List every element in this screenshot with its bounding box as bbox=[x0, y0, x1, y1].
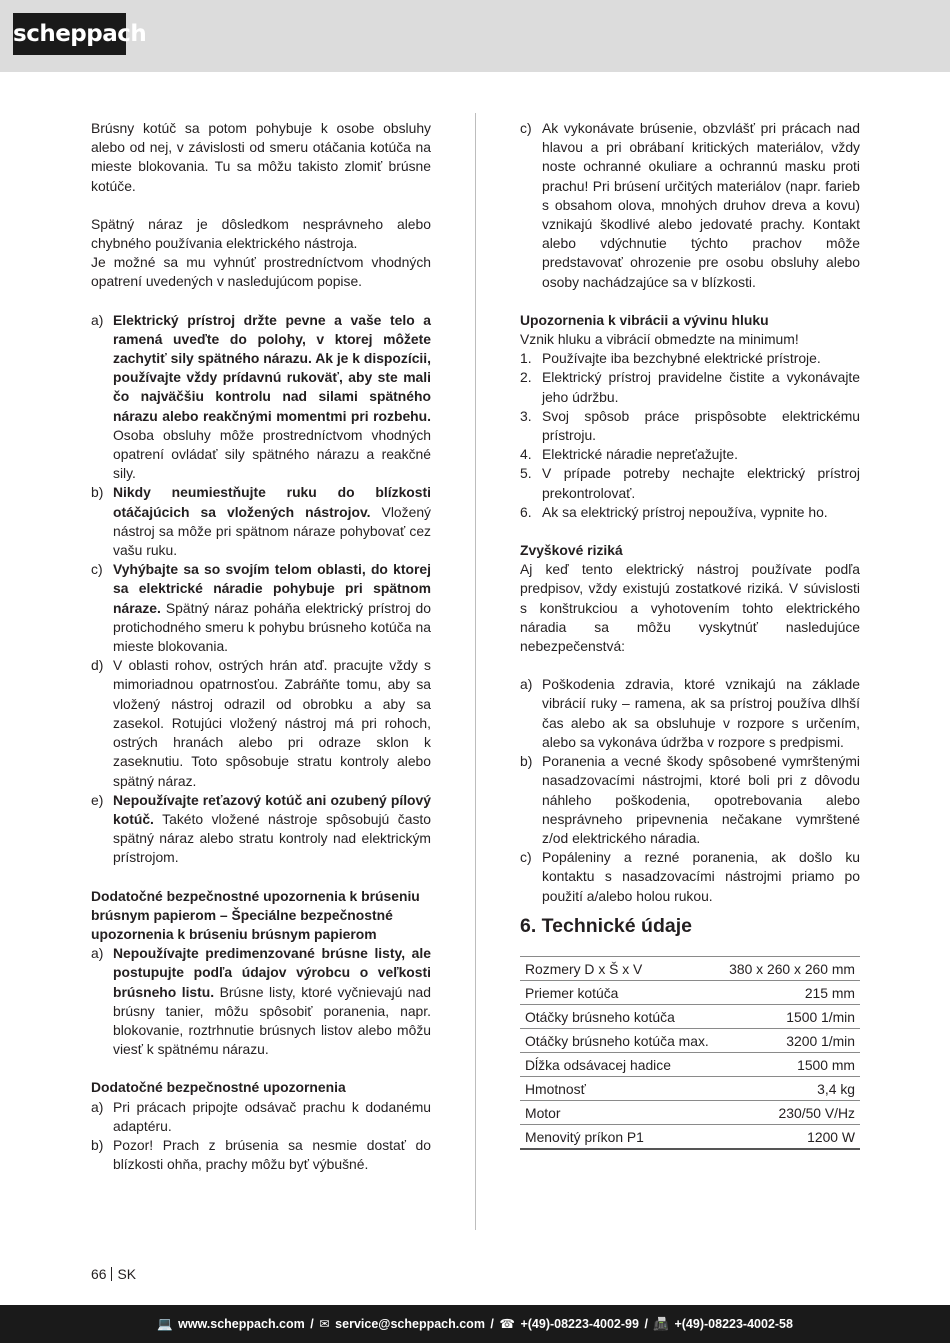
list-body-text: Pri prácach pripojte odsávač prachu k dodanému adaptéru. bbox=[113, 1098, 431, 1134]
list-item bbox=[91, 656, 431, 790]
phone-number[interactable]: +(49)-08223-4002-99 bbox=[520, 1317, 639, 1331]
spec-label: Rozmery D x Š x V bbox=[520, 956, 720, 980]
mail-icon: ✉ bbox=[319, 1317, 330, 1331]
vibration-list bbox=[520, 349, 860, 522]
list-item bbox=[520, 119, 860, 292]
list-text bbox=[113, 656, 431, 790]
page-header bbox=[0, 0, 950, 72]
email-link[interactable]: service@scheppach.com bbox=[335, 1317, 485, 1331]
list-marker: 1. bbox=[520, 350, 532, 367]
list-bold-text: Vyhýbajte sa so svojím telom oblasti, do ktorej sa elektrické náradie pohybuje pri spätnom náraze. bbox=[113, 561, 431, 616]
table-row bbox=[520, 956, 860, 980]
list-text bbox=[542, 349, 860, 368]
fax-icon: 📠 bbox=[653, 1317, 669, 1331]
list-text bbox=[542, 445, 860, 464]
list-marker: b) bbox=[91, 484, 104, 501]
footer-separator: / bbox=[644, 1317, 648, 1331]
spec-label: Hmotnosť bbox=[520, 1076, 720, 1100]
table-row bbox=[520, 980, 860, 1004]
computer-icon: 💻 bbox=[157, 1317, 173, 1331]
list-marker: c) bbox=[520, 849, 532, 866]
list-marker: 2. bbox=[520, 369, 532, 386]
list-marker: 3. bbox=[520, 407, 532, 424]
list-body-text: V prípade potreby nechajte elektrický prístroj prekontrolovať. bbox=[542, 465, 860, 501]
list-body-text: Poranenia a vecné škody spôsobené vymrštenými nasadzovacími nástrojmi, ktoré boli pri z dôvodu náhleho poškodenia, opotrebovania alebo nesprávneho pripevnenia nečakane vymrštené z/od elektrického náradia. bbox=[542, 753, 860, 846]
list-marker: 5. bbox=[520, 465, 532, 482]
sanding-paper-list bbox=[91, 944, 431, 1059]
list-text bbox=[113, 944, 431, 1059]
spec-value: 1200 W bbox=[720, 1124, 860, 1149]
list-item bbox=[520, 848, 860, 906]
list-marker: c) bbox=[520, 120, 532, 136]
section-title: 6. Technické údaje bbox=[520, 914, 692, 937]
kickback-cause-paragraph: Spätný náraz je dôsledkom nesprávneho alebo chybného používania elektrického nástroja. bbox=[91, 215, 431, 252]
list-text: Ak vykonávate brúsenie, obzvlášť pri prácach nad hlavou a pri obrábaní kritických materiálov, vždy noste ochranné okuliare a ochrannú masku proti prachu! Pri brúsení určitých materiálov (napr. farieb s obsahom olova, mnohých druhov dreva a kovu) vznikajú škodlivé alebo jedovaté prachy. Kontakt alebo vdýchnutie týchto prachov môže predstavovať ohrozenie pre osobu obsluhy alebo osoby nachádzajúce sa v blízkosti. bbox=[542, 120, 860, 290]
list-marker: b) bbox=[91, 1136, 104, 1153]
footer-separator: / bbox=[310, 1317, 314, 1331]
list-marker: 4. bbox=[520, 446, 532, 463]
list-item bbox=[91, 560, 431, 656]
footer-separator: / bbox=[490, 1317, 494, 1331]
list-item bbox=[91, 944, 431, 1059]
spec-label: Priemer kotúča bbox=[520, 980, 720, 1004]
list-marker: a) bbox=[520, 676, 533, 693]
list-bold-text: Nepoužívajte reťazový kotúč ani ozubený pílový kotúč. bbox=[113, 791, 431, 827]
column-divider bbox=[475, 113, 476, 1230]
list-item bbox=[520, 464, 860, 502]
list-bold-text: Elektrický prístroj držte pevne a vaše telo a ramená uveďte do polohy, v ktorej môžete zachytiť sily spätného nárazu. Ak je k dispozícii, používajte vždy prídavnú rukoväť, aby ste mali čo najväčšiu kontrolu nad silami spätného nárazu alebo reakčnými momentmi pri rozbehu. bbox=[113, 311, 431, 424]
list-body-text: Osoba obsluhy môže prostredníctvom vhodných opatrení ovládať sily spätného nárazu a reakčné sily. bbox=[113, 426, 431, 482]
kickback-safety-list bbox=[91, 311, 431, 868]
list-item bbox=[91, 1098, 431, 1136]
list-text bbox=[113, 1098, 431, 1136]
spec-value: 3200 1/min bbox=[720, 1028, 860, 1052]
website-link[interactable]: www.scheppach.com bbox=[178, 1317, 305, 1331]
vibration-intro: Vznik hluku a vibrácií obmedzte na minimum! bbox=[520, 331, 799, 348]
page-number-value: 66 bbox=[91, 1266, 107, 1282]
list-marker: a) bbox=[91, 1098, 104, 1115]
table-row bbox=[520, 1004, 860, 1028]
list-marker: e) bbox=[91, 791, 104, 808]
list-marker: a) bbox=[91, 945, 104, 962]
list-marker: b) bbox=[520, 753, 533, 770]
list-body-text: Pozor! Prach z brúsenia sa nesmie dostať do blízkosti ohňa, prachy môžu byť výbušné. bbox=[113, 1136, 431, 1173]
page-number bbox=[91, 1265, 136, 1283]
list-body-text: Používajte iba bezchybné elektrické prístroje. bbox=[542, 350, 821, 367]
list-item bbox=[520, 675, 860, 752]
list-text bbox=[113, 1136, 431, 1174]
list-marker: c) bbox=[91, 561, 103, 578]
spec-label: Menovitý príkon P1 bbox=[520, 1124, 720, 1149]
list-item bbox=[91, 791, 431, 868]
vibration-heading: Upozornenia k vibrácii a vývinu hluku bbox=[520, 311, 769, 328]
list-body-text: Ak sa elektrický prístroj nepoužíva, vypnite ho. bbox=[542, 503, 828, 520]
list-item bbox=[520, 503, 860, 522]
spec-label: Otáčky brúsneho kotúča bbox=[520, 1004, 720, 1028]
list-body-text: Takéto vložené nástroje spôsobujú často spätný náraz alebo stratu kontroly nad elektrickým prístrojom. bbox=[113, 810, 431, 866]
list-text bbox=[113, 791, 431, 868]
list-item bbox=[520, 349, 860, 368]
phone-icon: ☎ bbox=[499, 1317, 515, 1331]
technical-data-table bbox=[520, 956, 860, 1150]
list-item bbox=[520, 752, 860, 848]
page-language: SK bbox=[117, 1266, 136, 1282]
list-item bbox=[91, 483, 431, 560]
spec-value: 215 mm bbox=[720, 980, 860, 1004]
list-item bbox=[520, 445, 860, 464]
list-text bbox=[542, 464, 860, 502]
list-item bbox=[91, 1136, 431, 1174]
scheppach-logo: scheppach bbox=[13, 13, 126, 55]
list-text bbox=[542, 848, 860, 906]
table-row bbox=[520, 1124, 860, 1149]
list-body-text: Elektrické náradie nepreťažujte. bbox=[542, 446, 738, 463]
residual-risks-heading: Zvyškové riziká bbox=[520, 542, 623, 559]
table-row bbox=[520, 1100, 860, 1124]
list-body-text: Brúsne listy, ktoré vyčnievajú nad brúsny tanier, môžu spôsobiť poranenia, napr. blokovanie, roztrhnutie brúsnych listov alebo môžu viesť k spätnému nárazu. bbox=[113, 983, 431, 1058]
list-body-text: Elektrický prístroj pravidelne čistite a vykonávajte jeho údržbu. bbox=[542, 369, 860, 405]
list-text bbox=[542, 675, 860, 752]
list-item bbox=[520, 368, 860, 406]
spec-value: 1500 1/min bbox=[720, 1004, 860, 1028]
list-body-text: Svoj spôsob práce prispôsobte elektrickému prístroju. bbox=[542, 407, 860, 444]
spec-value: 1500 mm bbox=[720, 1052, 860, 1076]
additional-safety-list bbox=[91, 1098, 431, 1175]
list-bold-text: Nepoužívajte predimenzované brúsne listy, ale postupujte podľa údajov výrobcu o veľkosti brúsneho listu. bbox=[113, 945, 431, 1000]
spec-label: Motor bbox=[520, 1100, 720, 1124]
list-body-text: Poškodenia zdravia, ktoré vznikajú na základe vibrácií ruky – ramena, ak sa prístroj používa dlhší čas alebo ak sa obsluhuje v rozpore s určením, alebo sa vykonáva údržba v rozpore s predpismi. bbox=[542, 676, 860, 750]
left-column bbox=[91, 119, 431, 1174]
list-text bbox=[113, 560, 431, 656]
kickback-avoid-paragraph: Je možné sa mu vyhnúť prostredníctvom vhodných opatrení uvedených v nasledujúcom popise. bbox=[91, 254, 431, 290]
table-row bbox=[520, 1076, 860, 1100]
table-row bbox=[520, 1028, 860, 1052]
list-body-text: Spätný náraz poháňa elektrický prístroj do protichodného smeru k pohybu brúsneho kotúča na mieste blokovania. bbox=[113, 599, 431, 655]
residual-risks-intro: Aj keď tento elektrický nástroj používate podľa predpisov, vždy existujú zostatkové riziká. V súvislosti s konštrukciou a vyhotovením tohto elektrického náradia sa môžu vyskytnúť nasledujúce nebezpečenstvá: bbox=[520, 561, 860, 655]
additional-safety-heading: Dodatočné bezpečnostné upozornenia bbox=[91, 1079, 346, 1096]
list-text bbox=[542, 503, 860, 522]
list-marker: d) bbox=[91, 657, 104, 674]
list-text bbox=[542, 368, 860, 406]
page-footer bbox=[0, 1305, 950, 1343]
list-text bbox=[113, 483, 431, 560]
list-body-text: Vložený nástroj sa môže pri spätnom náraze pohybovať cez vašu ruku. bbox=[113, 503, 431, 559]
spec-label: Dĺžka odsávacej hadice bbox=[520, 1052, 720, 1076]
list-text bbox=[542, 407, 860, 445]
spec-label: Otáčky brúsneho kotúča max. bbox=[520, 1028, 720, 1052]
table-row bbox=[520, 1052, 860, 1076]
spec-value: 230/50 V/Hz bbox=[720, 1100, 860, 1124]
list-marker: 6. bbox=[520, 503, 532, 520]
list-marker: a) bbox=[91, 311, 104, 328]
list-bold-text: Nikdy neumiestňujte ruku do blízkosti otáčajúcich sa vložených nástrojov. bbox=[113, 484, 431, 520]
list-body-text: V oblasti rohov, ostrých hrán atď. pracujte vždy s mimoriadnou opatrnosťou. Zabráňte tomu, aby sa vložený nástroj odrazil od obrobku a aby sa zasekol. Rotujúci vložený nástroj má pri rohoch, ostrých hranách alebo pri odraze sklon k zaseknutiu. Toto spôsobuje stratu kontroly alebo spätný náraz. bbox=[113, 657, 431, 789]
sanding-paper-heading: Dodatočné bezpečnostné upozornenia k brúseniu brúsnym papierom – Špeciálne bezpečnostné upozornenia k brúseniu brúsnym papierom bbox=[91, 887, 420, 942]
kickback-paragraph: Brúsny kotúč sa potom pohybuje k osobe obsluhy alebo od nej, v závislosti od smeru otáčania kotúča na mieste blokovania. Tu sa môžu takisto zlomiť brúsne kotúče. bbox=[91, 120, 431, 194]
list-item bbox=[91, 311, 431, 484]
list-body-text: Popáleniny a rezné poranenia, ak došlo ku kontaktu s nasadzovacími nástrojmi priamo po použití a/alebo holou rukou. bbox=[542, 849, 860, 904]
spec-value: 380 x 260 x 260 mm bbox=[720, 956, 860, 980]
spec-value: 3,4 kg bbox=[720, 1076, 860, 1100]
list-text bbox=[113, 311, 431, 484]
list-text bbox=[542, 752, 860, 848]
right-column bbox=[520, 119, 860, 1150]
fax-number: +(49)-08223-4002-58 bbox=[674, 1317, 793, 1331]
residual-risks-list bbox=[520, 675, 860, 905]
list-item bbox=[520, 407, 860, 445]
